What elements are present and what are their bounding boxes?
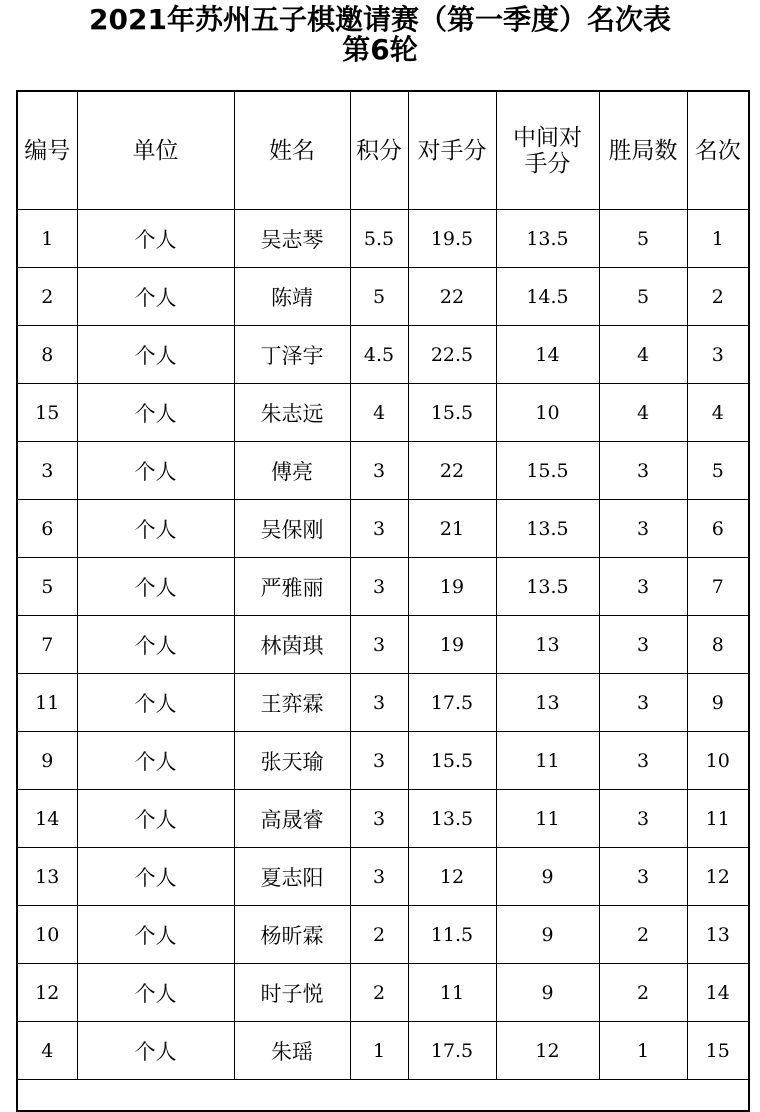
- cell-unit: 个人: [77, 964, 234, 1022]
- header-opponent-score: 对手分: [408, 91, 496, 210]
- cell-unit: 个人: [77, 210, 234, 268]
- cell-id: 9: [17, 732, 77, 790]
- cell-unit: 个人: [77, 384, 234, 442]
- cell-median-opponent-score: 13.5: [496, 500, 599, 558]
- cell-name: 杨昕霖: [234, 906, 350, 964]
- cell-opponent-score: 17.5: [408, 1022, 496, 1080]
- table-row: [17, 558, 749, 616]
- cell-points: 3: [350, 558, 408, 616]
- cell-id: 14: [17, 790, 77, 848]
- cell-points: 3: [350, 674, 408, 732]
- cell-name: 朱志远: [234, 384, 350, 442]
- header-rank: 名次: [687, 91, 749, 210]
- cell-points: 5.5: [350, 210, 408, 268]
- header-name: 姓名: [234, 91, 350, 210]
- cell-wins: 1: [599, 1022, 687, 1080]
- ranking-table: [16, 90, 750, 1112]
- cell-unit: 个人: [77, 848, 234, 906]
- cell-wins: 3: [599, 500, 687, 558]
- cell-name: 王弈霖: [234, 674, 350, 732]
- cell-median-opponent-score: 13.5: [496, 558, 599, 616]
- cell-points: 2: [350, 906, 408, 964]
- cell-wins: 4: [599, 326, 687, 384]
- table-row: [17, 964, 749, 1022]
- cell-id: 8: [17, 326, 77, 384]
- cell-opponent-score: 11: [408, 964, 496, 1022]
- cell-id: 7: [17, 616, 77, 674]
- cell-wins: 3: [599, 558, 687, 616]
- table-header-row: [17, 91, 749, 210]
- cell-opponent-score: 17.5: [408, 674, 496, 732]
- table-row: [17, 674, 749, 732]
- round-subtitle: 第6轮: [342, 33, 418, 66]
- cell-name: 朱瑶: [234, 1022, 350, 1080]
- table-row: [17, 732, 749, 790]
- cell-unit: 个人: [77, 1022, 234, 1080]
- empty-cell: [17, 1080, 749, 1112]
- cell-opponent-score: 22: [408, 268, 496, 326]
- cell-median-opponent-score: 11: [496, 732, 599, 790]
- cell-unit: 个人: [77, 500, 234, 558]
- table-row: [17, 848, 749, 906]
- header-wins: 胜局数: [599, 91, 687, 210]
- cell-wins: 2: [599, 906, 687, 964]
- cell-opponent-score: 13.5: [408, 790, 496, 848]
- cell-points: 3: [350, 442, 408, 500]
- cell-wins: 3: [599, 848, 687, 906]
- cell-median-opponent-score: 14: [496, 326, 599, 384]
- cell-median-opponent-score: 9: [496, 906, 599, 964]
- cell-median-opponent-score: 15.5: [496, 442, 599, 500]
- cell-unit: 个人: [77, 616, 234, 674]
- cell-points: 3: [350, 848, 408, 906]
- cell-opponent-score: 19: [408, 616, 496, 674]
- cell-opponent-score: 19: [408, 558, 496, 616]
- cell-unit: 个人: [77, 558, 234, 616]
- cell-name: 陈靖: [234, 268, 350, 326]
- cell-rank: 1: [687, 210, 749, 268]
- header-points: 积分: [350, 91, 408, 210]
- cell-wins: 3: [599, 790, 687, 848]
- cell-id: 5: [17, 558, 77, 616]
- cell-points: 4: [350, 384, 408, 442]
- cell-rank: 12: [687, 848, 749, 906]
- cell-name: 时子悦: [234, 964, 350, 1022]
- table-row: [17, 1022, 749, 1080]
- cell-id: 13: [17, 848, 77, 906]
- table-row: [17, 326, 749, 384]
- table-row: [17, 616, 749, 674]
- table-row: [17, 210, 749, 268]
- cell-rank: 11: [687, 790, 749, 848]
- cell-median-opponent-score: 12: [496, 1022, 599, 1080]
- cell-opponent-score: 22: [408, 442, 496, 500]
- cell-unit: 个人: [77, 674, 234, 732]
- cell-opponent-score: 12: [408, 848, 496, 906]
- cell-opponent-score: 19.5: [408, 210, 496, 268]
- cell-points: 1: [350, 1022, 408, 1080]
- cell-rank: 13: [687, 906, 749, 964]
- cell-id: 6: [17, 500, 77, 558]
- cell-wins: 5: [599, 268, 687, 326]
- empty-row: [17, 1080, 749, 1112]
- header-unit: 单位: [77, 91, 234, 210]
- cell-name: 林茵琪: [234, 616, 350, 674]
- cell-median-opponent-score: 14.5: [496, 268, 599, 326]
- cell-wins: 3: [599, 674, 687, 732]
- cell-wins: 3: [599, 732, 687, 790]
- cell-id: 12: [17, 964, 77, 1022]
- cell-unit: 个人: [77, 906, 234, 964]
- cell-wins: 2: [599, 964, 687, 1022]
- cell-id: 4: [17, 1022, 77, 1080]
- cell-id: 11: [17, 674, 77, 732]
- cell-rank: 14: [687, 964, 749, 1022]
- cell-opponent-score: 11.5: [408, 906, 496, 964]
- cell-rank: 3: [687, 326, 749, 384]
- cell-rank: 7: [687, 558, 749, 616]
- cell-points: 3: [350, 732, 408, 790]
- cell-id: 10: [17, 906, 77, 964]
- cell-unit: 个人: [77, 442, 234, 500]
- cell-rank: 5: [687, 442, 749, 500]
- table-row: [17, 384, 749, 442]
- cell-median-opponent-score: 9: [496, 848, 599, 906]
- header-median-opponent-score: 中间对手分: [496, 91, 599, 210]
- cell-id: 2: [17, 268, 77, 326]
- cell-wins: 4: [599, 384, 687, 442]
- cell-name: 张天瑜: [234, 732, 350, 790]
- cell-name: 傅亮: [234, 442, 350, 500]
- cell-rank: 9: [687, 674, 749, 732]
- table-row: [17, 500, 749, 558]
- cell-name: 严雅丽: [234, 558, 350, 616]
- cell-unit: 个人: [77, 326, 234, 384]
- cell-rank: 2: [687, 268, 749, 326]
- cell-opponent-score: 22.5: [408, 326, 496, 384]
- table-row: [17, 790, 749, 848]
- cell-points: 3: [350, 616, 408, 674]
- cell-wins: 5: [599, 210, 687, 268]
- cell-points: 2: [350, 964, 408, 1022]
- cell-id: 3: [17, 442, 77, 500]
- cell-rank: 10: [687, 732, 749, 790]
- cell-median-opponent-score: 10: [496, 384, 599, 442]
- cell-median-opponent-score: 9: [496, 964, 599, 1022]
- cell-wins: 3: [599, 616, 687, 674]
- cell-median-opponent-score: 11: [496, 790, 599, 848]
- table-row: [17, 268, 749, 326]
- cell-name: 丁泽宇: [234, 326, 350, 384]
- cell-points: 3: [350, 500, 408, 558]
- cell-median-opponent-score: 13: [496, 674, 599, 732]
- cell-points: 3: [350, 790, 408, 848]
- cell-points: 4.5: [350, 326, 408, 384]
- cell-id: 1: [17, 210, 77, 268]
- cell-name: 高晟睿: [234, 790, 350, 848]
- cell-name: 夏志阳: [234, 848, 350, 906]
- cell-unit: 个人: [77, 732, 234, 790]
- cell-rank: 8: [687, 616, 749, 674]
- cell-wins: 3: [599, 442, 687, 500]
- header-id: 编号: [17, 91, 77, 210]
- cell-median-opponent-score: 13.5: [496, 210, 599, 268]
- cell-id: 15: [17, 384, 77, 442]
- table-row: [17, 906, 749, 964]
- cell-opponent-score: 15.5: [408, 732, 496, 790]
- page-title: 2021年苏州五子棋邀请赛（第一季度）名次表: [89, 3, 671, 36]
- cell-rank: 15: [687, 1022, 749, 1080]
- cell-unit: 个人: [77, 268, 234, 326]
- cell-unit: 个人: [77, 790, 234, 848]
- cell-rank: 6: [687, 500, 749, 558]
- cell-name: 吴保刚: [234, 500, 350, 558]
- table-row: [17, 442, 749, 500]
- cell-opponent-score: 15.5: [408, 384, 496, 442]
- cell-opponent-score: 21: [408, 500, 496, 558]
- cell-rank: 4: [687, 384, 749, 442]
- cell-median-opponent-score: 13: [496, 616, 599, 674]
- cell-name: 吴志琴: [234, 210, 350, 268]
- cell-points: 5: [350, 268, 408, 326]
